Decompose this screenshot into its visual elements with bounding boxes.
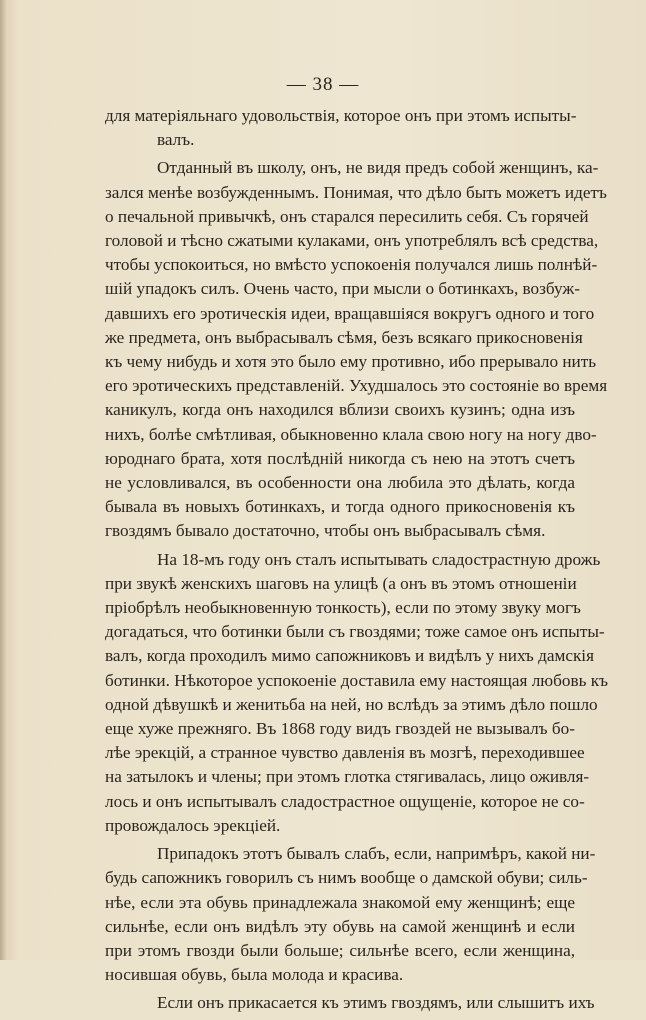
page-number: — 38 — (286, 74, 360, 95)
text-line: Припадокъ этотъ бывалъ слабъ, если, напримѣръ, какой ни- (157, 844, 596, 864)
text-line: Отданный въ школу, онъ, не видя предъ собой женщинъ, ка- (157, 158, 599, 178)
text-line: къ чему нибудь и хотя это было ему противно, ибо прерывало нить (105, 352, 597, 372)
text-line: валъ. (157, 130, 195, 150)
text-line: не условливался, въ особенности она любила это дѣлать, когда (105, 473, 575, 493)
text-line: чтобы успокоиться, но вмѣсто успокоенія получался лишь полнѣй- (105, 255, 598, 275)
text-line: сильнѣе, если онъ видѣлъ эту обувь на самой женщинѣ и если (105, 916, 575, 936)
text-line: бывала въ новыхъ ботинкахъ, и тогда одного прикосновенія къ (105, 497, 575, 517)
paragraph (105, 991, 595, 1015)
text-line: нихъ, болѣе смѣтливая, обыкновенно клала свою ногу на ногу дво- (105, 424, 597, 444)
text-line: провождалось эрекціей. (105, 815, 281, 835)
text-line: гвоздямъ бывало достаточно, чтобы онъ выбрасывалъ сѣмя. (105, 521, 546, 541)
text-line: одной дѣвушкѣ и женитьба на ней, но вслѣдъ за этимъ дѣло пошло (105, 694, 598, 714)
text-line: юроднаго брата, хотя послѣдній никогда съ нею на этотъ счетъ (105, 448, 575, 468)
text-line: будь сапожникъ говорилъ съ нимъ вообще о дамской обуви; силь- (105, 868, 588, 888)
text-line: еще хуже прежняго. Въ 1868 году видъ гвоздей не вызывалъ бо- (105, 719, 575, 739)
page-spine-shadow (0, 0, 6, 960)
text-line: лѣе эрекцій, а странное чувство давленія въ мозгѣ, переходившее (105, 743, 585, 763)
body-text (105, 104, 608, 1020)
text-line: шій упадокъ силъ. Очень часто, при мысли о ботинкахъ, возбуж- (105, 279, 580, 299)
text-line: для матеріяльнаго удовольствія, которое онъ при этомъ испыты- (105, 106, 577, 125)
text-line: давшихъ его эротическія идеи, вращавшіяся вокругъ одного и того (105, 303, 595, 323)
text-line: Если онъ прикасается къ этимъ гвоздямъ, или слышитъ ихъ (157, 993, 595, 1013)
text-line: На 18-мъ году онъ сталъ испытывать сладострастную дрожь (157, 549, 601, 569)
paragraph (105, 842, 596, 987)
text-line: головой и тѣсно сжатыми кулаками, онъ употреблялъ всѣ средства, (105, 231, 599, 251)
text-line: носившая обувь, была молода и красива. (105, 965, 404, 985)
text-line: при этомъ гвозди были больше; сильнѣе всего, если женщина, (105, 940, 575, 960)
text-line: валъ, когда проходилъ мимо сапожниковъ и видѣлъ у нихъ дамскія (105, 646, 594, 666)
text-line: зался менѣе возбужденнымъ. Понимая, что дѣло быть можетъ идетъ (105, 182, 607, 202)
text-line: нѣе, если эта обувь принадлежала знакомой ему женщинѣ; еще (105, 892, 575, 912)
text-line: на затылокъ и члены; при этомъ глотка стягивалась, лицо оживля- (105, 767, 590, 787)
text-line: догадаться, что ботинки были съ гвоздями; тоже самое онъ испыты- (105, 622, 605, 642)
paragraph (105, 156, 608, 543)
text-line: каникулъ, когда онъ находился вблизи своихъ кузинъ; одна изъ (105, 400, 575, 420)
text-line: его эротическихъ представленій. Ухудшалось это состояніе во время (105, 376, 608, 396)
text-line: о печальной привычкѣ, онъ старался пересилить себя. Съ горячей (105, 206, 589, 226)
paragraph (105, 104, 575, 152)
text-line: пріобрѣлъ необыкновенную тонкость), если по этому звуку могъ (105, 598, 581, 618)
text-line: ботинки. Нѣкоторое успокоеніе доставила ему настоящая любовь къ (105, 670, 608, 690)
text-line: при звукѣ женскихъ шаговъ на улицѣ (а онъ въ этомъ отношеніи (105, 573, 577, 593)
text-line: лось и онъ испытывалъ сладострастное ощущеніе, которое не со- (105, 791, 585, 811)
paragraph (105, 548, 608, 838)
text-line: же предмета, онъ выбрасывалъ сѣмя, безъ всякаго прикосновенія (105, 327, 583, 347)
